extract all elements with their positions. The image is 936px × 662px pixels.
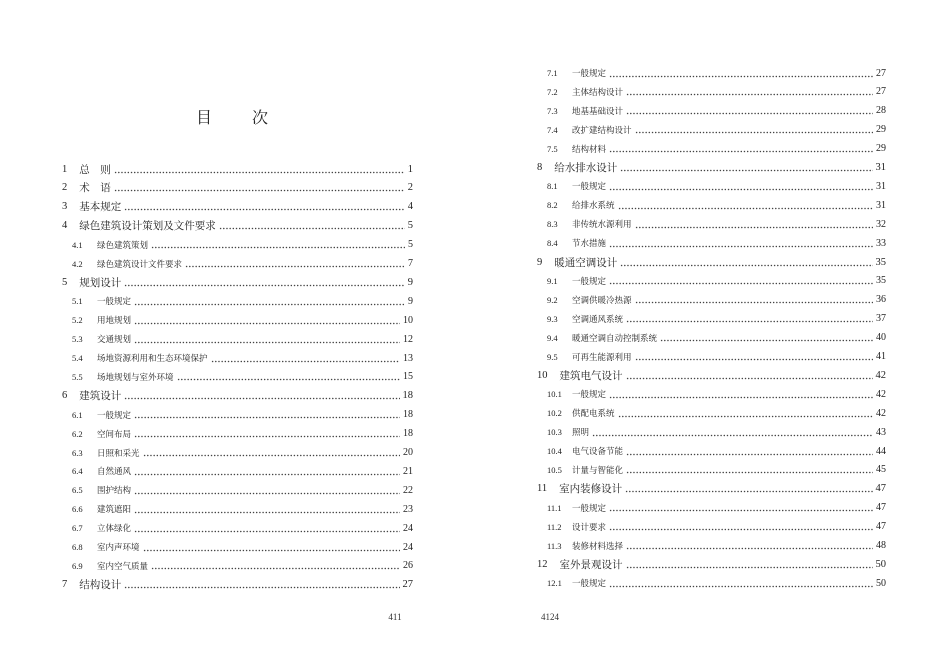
entry-page-ref: 36 <box>876 294 886 306</box>
entry-title: 术 语 <box>79 183 111 195</box>
entry-title: 交通规划 <box>97 334 132 345</box>
entry-page-ref: 18 <box>403 428 413 440</box>
entry-number: 10.3 <box>547 427 562 438</box>
toc-section-entry <box>537 460 886 479</box>
entry-page-ref: 27 <box>876 86 886 98</box>
entry-page-ref: 32 <box>876 218 886 230</box>
entry-page-ref: 7 <box>408 258 413 269</box>
toc-section-entry <box>537 215 886 234</box>
entry-page-ref: 42 <box>875 369 886 381</box>
entry-number: 6 <box>62 390 68 402</box>
entry-page-ref: 31 <box>876 180 886 192</box>
entry-number: 7.1 <box>547 68 558 78</box>
entry-number: 7.3 <box>547 105 558 116</box>
entry-page-ref: 42 <box>876 388 886 400</box>
toc-section-entry <box>537 101 886 120</box>
entry-title: 室外景观设计 <box>559 559 623 571</box>
entry-number: 7.5 <box>547 143 558 154</box>
entry-page-ref: 15 <box>403 371 413 383</box>
toc-section-entry <box>537 177 886 196</box>
toc-section-entry <box>537 423 886 442</box>
toc-section-entry <box>537 120 886 139</box>
entry-title: 室内声环境 <box>97 542 140 552</box>
entry-number: 9 <box>537 256 543 268</box>
entry-page-ref: 47 <box>875 483 886 495</box>
entry-page-ref: 5 <box>407 220 413 232</box>
entry-title: 基本规定 <box>79 202 122 214</box>
dot-leader <box>609 396 873 399</box>
entry-title: 暖通空调自动控制系统 <box>572 332 658 343</box>
entry-number: 7 <box>62 579 68 591</box>
entry-number: 5 <box>62 276 68 288</box>
entry-number: 9.5 <box>547 351 558 362</box>
dot-leader <box>626 93 873 96</box>
entry-page-ref: 29 <box>876 143 886 155</box>
dot-leader <box>609 150 873 153</box>
entry-page-ref: 13 <box>403 352 413 364</box>
entry-title: 计量与智能化 <box>572 464 624 475</box>
entry-number: 6.4 <box>72 466 83 477</box>
entry-page-ref: 22 <box>403 484 413 496</box>
toc-section-entry <box>537 404 886 423</box>
entry-title: 一般规定 <box>572 275 607 286</box>
entry-number: 9.2 <box>547 294 558 305</box>
toc-section-entry <box>537 271 886 290</box>
entry-number: 6.8 <box>72 542 83 552</box>
dot-leader <box>609 245 873 248</box>
entry-number: 2 <box>62 182 68 194</box>
entry-page-ref: 18 <box>402 390 413 402</box>
entry-number: 3 <box>62 201 68 213</box>
entry-number: 6.5 <box>72 485 83 496</box>
entry-title: 场地规划与室外环境 <box>97 371 174 382</box>
entry-page-ref: 27 <box>876 67 886 79</box>
toc-heading: 目 次 <box>195 110 286 127</box>
entry-title: 节水措施 <box>572 238 607 249</box>
toc-section-entry <box>537 574 886 593</box>
entry-number: 4.2 <box>72 258 83 269</box>
entry-title: 立体绿化 <box>97 523 132 534</box>
dot-leader <box>635 301 873 304</box>
entry-page-ref: 24 <box>403 522 413 534</box>
entry-number: 9.3 <box>547 313 558 324</box>
entry-title: 装修材料选择 <box>572 540 624 551</box>
entry-title: 暖通空调设计 <box>554 257 618 269</box>
entry-number: 6.6 <box>72 504 83 515</box>
entry-number: 10 <box>537 369 548 381</box>
entry-page-ref: 9 <box>408 295 413 307</box>
entry-number: 10.4 <box>547 446 562 456</box>
entry-title: 建筑电气设计 <box>559 370 623 382</box>
dot-leader <box>626 471 873 474</box>
entry-number: 12 <box>537 558 548 570</box>
entry-title: 一般规定 <box>572 181 607 192</box>
entry-number: 12.1 <box>547 578 562 589</box>
dot-leader <box>635 226 873 229</box>
entry-number: 10.5 <box>547 464 562 475</box>
entry-page-ref: 35 <box>875 256 886 268</box>
entry-page-ref: 31 <box>875 162 886 173</box>
entry-number: 10.1 <box>547 389 562 400</box>
entry-title: 围护结构 <box>97 485 132 496</box>
dot-leader <box>618 207 873 210</box>
entry-title: 地基基础设计 <box>572 105 624 116</box>
entry-title: 绿色建筑设计策划及文件要求 <box>79 221 216 233</box>
dot-leader <box>635 358 873 361</box>
entry-title: 一般规定 <box>572 578 607 589</box>
entry-title: 一般规定 <box>572 68 607 78</box>
entry-title: 空间布局 <box>97 428 132 439</box>
entry-page-ref: 27 <box>402 579 413 591</box>
entry-number: 11 <box>537 483 548 495</box>
entry-number: 6.7 <box>72 523 83 534</box>
entry-number: 6.1 <box>72 409 83 420</box>
entry-number: 10.2 <box>547 408 562 419</box>
entry-page-ref: 42 <box>876 407 886 419</box>
entry-title: 空调供暖冷热源 <box>572 294 632 305</box>
entry-title: 空调通风系统 <box>572 313 624 324</box>
entry-number: 8.3 <box>547 219 558 230</box>
entry-page-ref: 1 <box>407 163 413 175</box>
toc-chapter-entry <box>537 158 886 177</box>
entry-title: 可再生能源利用 <box>572 351 632 362</box>
entry-number: 5.1 <box>72 296 83 307</box>
entry-title: 绿色建筑设计文件要求 <box>97 258 183 269</box>
toc-section-entry <box>537 290 886 309</box>
entry-number: 11.2 <box>547 521 562 532</box>
toc-chapter-entry <box>537 479 886 498</box>
toc-section-entry <box>537 517 886 536</box>
entry-title: 建筑遮阳 <box>97 504 132 515</box>
entry-title: 主体结构设计 <box>572 86 624 97</box>
dot-leader <box>625 490 872 493</box>
entry-number: 5.3 <box>72 334 83 345</box>
entry-title: 规划设计 <box>79 277 122 289</box>
dot-leader <box>626 547 873 550</box>
page-number-right: 4124 <box>541 612 559 622</box>
toc-section-entry <box>537 498 886 517</box>
entry-number: 7.2 <box>547 86 558 97</box>
entry-title: 一般规定 <box>572 502 607 513</box>
entry-page-ref: 40 <box>876 332 886 344</box>
entry-number: 5.2 <box>72 315 83 326</box>
entry-title: 一般规定 <box>97 296 132 307</box>
entry-page-ref: 9 <box>407 276 413 288</box>
entry-title: 总 则 <box>79 164 111 176</box>
dot-leader <box>609 585 873 588</box>
entry-number: 9.4 <box>547 332 558 343</box>
entry-page-ref: 33 <box>876 237 886 249</box>
dot-leader <box>626 112 873 115</box>
entry-page-ref: 20 <box>403 447 413 458</box>
entry-title: 一般规定 <box>572 389 607 400</box>
entry-number: 8.2 <box>547 200 558 211</box>
entry-number: 4.1 <box>72 239 83 250</box>
entry-page-ref: 35 <box>876 275 886 287</box>
entry-page-ref: 44 <box>876 445 886 457</box>
entry-title: 室内装修设计 <box>559 484 623 496</box>
entry-number: 7.4 <box>547 124 558 135</box>
dot-leader <box>626 566 873 569</box>
entry-number: 6.9 <box>72 560 83 571</box>
dot-leader <box>660 339 873 342</box>
entry-number: 9.1 <box>547 275 558 286</box>
toc-section-entry <box>537 347 886 366</box>
entry-number: 6.3 <box>72 447 83 458</box>
entry-title: 照明 <box>572 427 590 438</box>
dot-leader <box>626 320 873 323</box>
entry-title: 场地资源利用和生态环境保护 <box>97 353 208 363</box>
entry-title: 绿色建筑策划 <box>97 239 149 250</box>
entry-page-ref: 47 <box>876 521 886 533</box>
toc-chapter-entry <box>537 253 886 272</box>
entry-title: 室内空气质量 <box>97 560 149 571</box>
entry-number: 5.5 <box>72 371 83 382</box>
toc-section-entry <box>537 385 886 404</box>
entry-title: 改扩建结构设计 <box>572 124 632 135</box>
toc-section-entry <box>537 536 886 555</box>
entry-page-ref: 29 <box>876 124 886 136</box>
entry-page-ref: 5 <box>408 239 413 251</box>
toc-section-entry <box>537 64 886 83</box>
entry-page-ref: 50 <box>876 577 886 589</box>
entry-page-ref: 48 <box>876 540 886 551</box>
entry-title: 供配电系统 <box>572 408 615 419</box>
entry-page-ref: 23 <box>403 503 413 515</box>
entry-title: 设计要求 <box>572 521 607 532</box>
toc-section-entry <box>537 139 886 158</box>
entry-title: 用地规划 <box>97 315 132 326</box>
dot-leader <box>592 434 873 437</box>
dot-leader <box>626 377 873 380</box>
entry-page-ref: 47 <box>876 502 886 514</box>
entry-page-ref: 21 <box>403 465 413 477</box>
entry-page-ref: 10 <box>403 314 413 326</box>
entry-page-ref: 31 <box>876 199 886 211</box>
toc-chapter-entry <box>537 555 886 574</box>
entry-page-ref: 41 <box>876 351 886 362</box>
toc-section-entry <box>537 442 886 461</box>
entry-page-ref: 24 <box>403 541 413 553</box>
entry-number: 11.1 <box>547 502 562 513</box>
entry-page-ref: 37 <box>876 313 886 325</box>
entry-title: 非传统水源利用 <box>572 219 632 230</box>
entry-number: 8.1 <box>547 181 558 192</box>
entry-number: 5.4 <box>72 353 83 363</box>
entry-title: 给水排水设计 <box>554 163 618 174</box>
entry-number: 6.2 <box>72 428 83 439</box>
toc-section-entry <box>537 196 886 215</box>
dot-leader <box>609 528 873 531</box>
entry-title: 自然通风 <box>97 466 132 477</box>
entry-page-ref: 4 <box>407 201 413 213</box>
entry-title: 日照和采光 <box>97 447 140 458</box>
entry-number: 11.3 <box>547 540 562 551</box>
toc-section-entry <box>537 234 886 253</box>
entry-page-ref: 12 <box>403 333 413 345</box>
entry-page-ref: 26 <box>403 560 413 572</box>
page-number-left: 411 <box>388 612 402 622</box>
dot-leader <box>609 509 873 512</box>
dot-leader <box>620 169 872 172</box>
dot-leader <box>635 131 873 134</box>
entry-page-ref: 43 <box>876 426 886 438</box>
entry-page-ref: 50 <box>875 558 886 570</box>
toc-section-entry <box>537 328 886 347</box>
toc-section-entry <box>537 309 886 328</box>
dot-leader <box>620 264 872 267</box>
entry-number: 8.4 <box>547 238 558 249</box>
toc-chapter-entry <box>537 366 886 385</box>
entry-number: 1 <box>62 163 68 175</box>
entry-title: 结构设计 <box>79 580 122 592</box>
dot-leader <box>609 188 873 191</box>
entry-number: 8 <box>537 162 543 173</box>
dot-leader <box>609 282 873 285</box>
entry-title: 一般规定 <box>97 409 132 420</box>
entry-page-ref: 18 <box>403 409 413 421</box>
entry-title: 结构材料 <box>572 143 607 154</box>
entry-title: 建筑设计 <box>79 391 122 403</box>
entry-page-ref: 45 <box>876 464 886 476</box>
dot-leader <box>618 415 873 418</box>
entry-title: 电气设备节能 <box>572 446 624 456</box>
entry-title: 给排水系统 <box>572 200 615 211</box>
toc-section-entry <box>537 82 886 101</box>
entry-page-ref: 28 <box>876 105 886 117</box>
entry-page-ref: 2 <box>407 182 413 194</box>
entry-number: 4 <box>62 220 68 232</box>
dot-leader <box>626 453 873 456</box>
dot-leader <box>609 75 873 78</box>
